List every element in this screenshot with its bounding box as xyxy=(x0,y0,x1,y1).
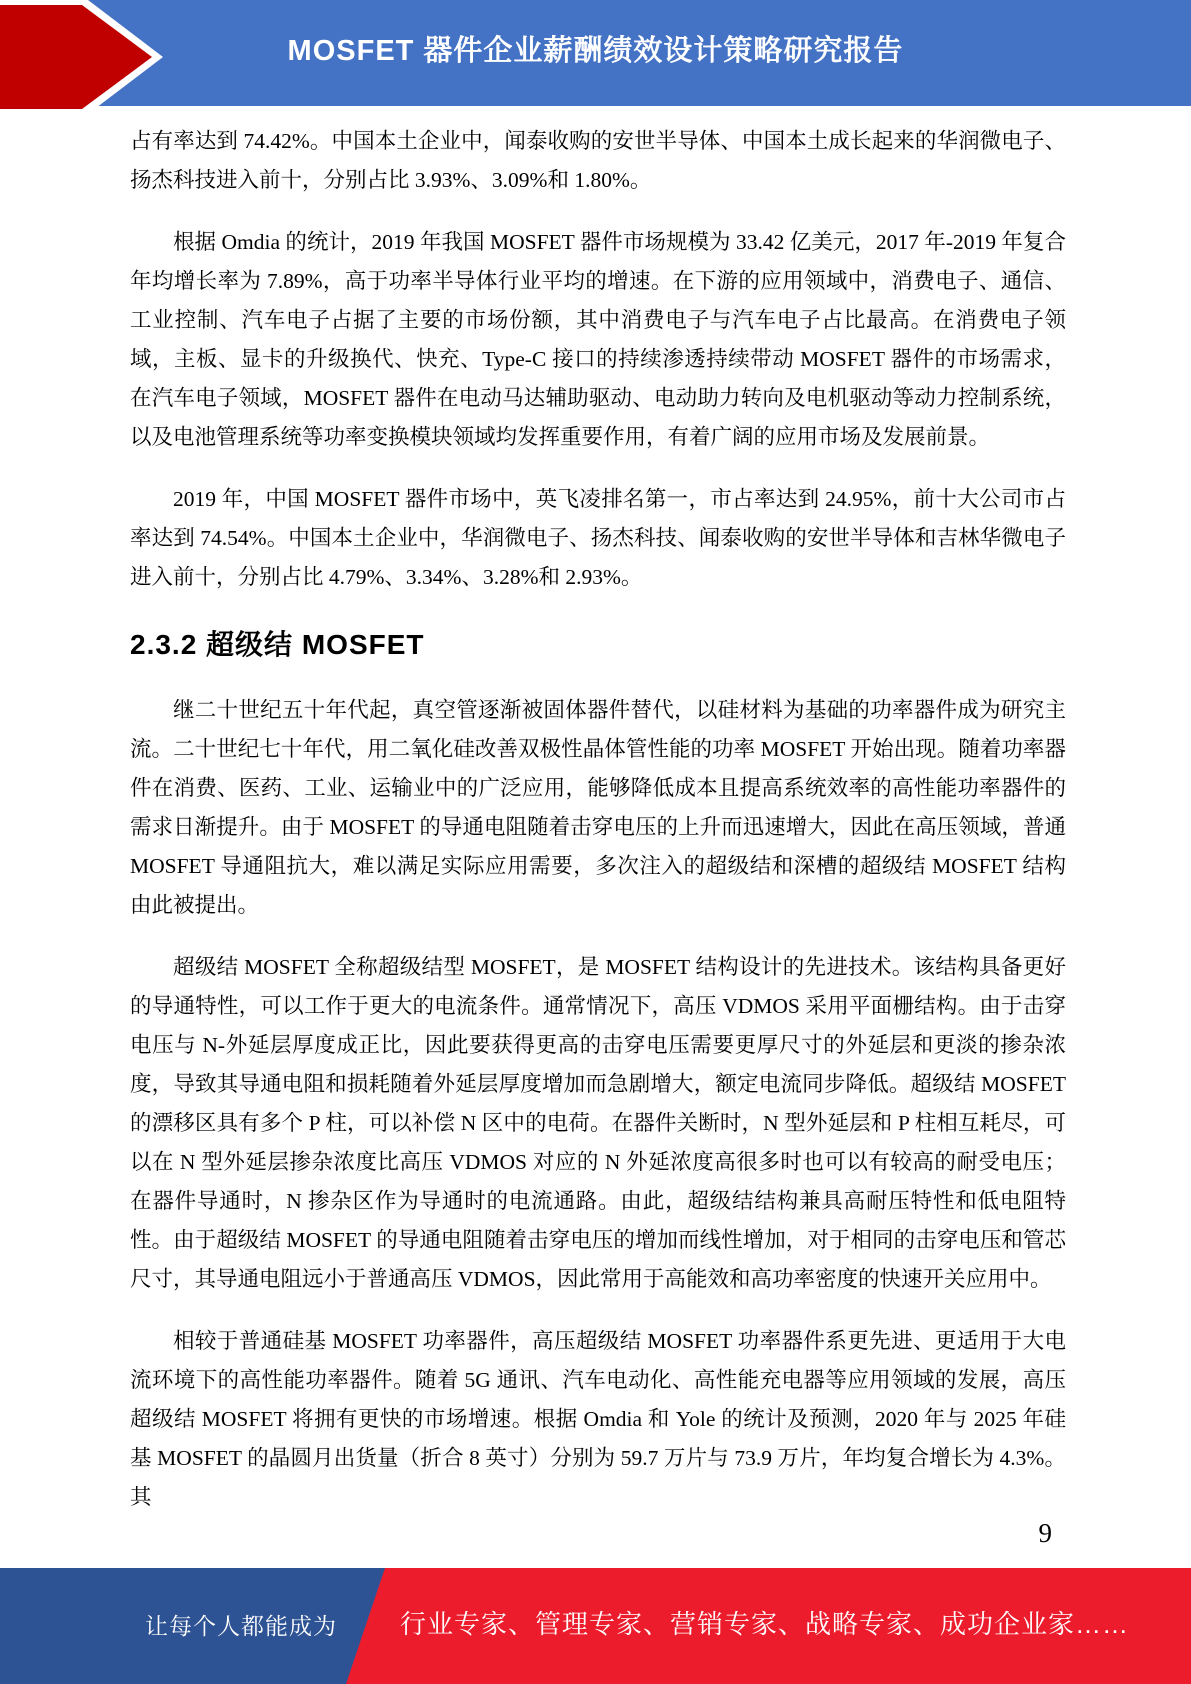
report-title: MOSFET 器件企业薪酬绩效设计策略研究报告 xyxy=(287,35,904,67)
page-number: 9 xyxy=(1038,1518,1052,1548)
footer-banner xyxy=(0,1568,1191,1684)
document-body xyxy=(130,122,1066,1540)
paragraph-superjunction-outlook: 相较于普通硅基 MOSFET 功率器件，高压超级结 MOSFET 功率器件系更先进、更适用于大电流环境下的高性能功率器件。随着 5G 通讯、汽车电动化、高性能充电器等应用领域的发展，高压超级结 MOSFET 将拥有更快的市场增速。根据 Omdia 和 Yole 的统计及预测，2020 年与 2025 年硅基 MOSFET 的晶圆月出货量（折合 8 英寸）分别为 59.7 万片与 73.9 万片，年均复合增长为 4.3%。其 xyxy=(130,1329,1066,1509)
footer-slogan-left: 让每个人都能成为 xyxy=(145,1613,337,1639)
paragraph-superjunction-structure: 超级结 MOSFET 全称超级结型 MOSFET，是 MOSFET 结构设计的先进技术。该结构具备更好的导通特性，可以工作于更大的电流条件。通常情况下，高压 VDMOS 采用平面栅结构。由于击穿电压与 N-外延层厚度成正比，因此要获得更高的击穿电压需要更厚尺寸的外延层和更淡的掺杂浓度，导致其导通电阻和损耗随着外延层厚度增加而急剧增大，额定电流同步降低。超级结 MOSFET 的漂移区具有多个 P 柱，可以补偿 N 区中的电荷。在器件关断时，N 型外延层和 P 柱相互耗尽，可以在 N 型外延层掺杂浓度比高压 VDMOS 对应的 N 外延浓度高很多时也可以有较高的耐受电压；在器件导通时，N 掺杂区作为导通时的电流通路。由此，超级结结构兼具高耐压特性和低电阻特性。由于超级结 MOSFET 的导通电阻随着击穿电压的增加而线性增加，对于相同的击穿电压和管芯尺寸，其导通电阻远小于普通高压 VDMOS，因此常用于高能效和高功率密度的快速开关应用中。 xyxy=(130,955,1066,1291)
paragraph-market-share-cont: 占有率达到 74.42%。中国本土企业中，闻泰收购的安世半导体、中国本土成长起来的华润微电子、扬杰科技进入前十，分别占比 3.93%、3.09%和 1.80%。 xyxy=(130,129,1066,192)
section-heading-2-3-2: 2.3.2 超级结 MOSFET xyxy=(130,629,425,660)
paragraph-omdia-2019-market: 根据 Omdia 的统计，2019 年我国 MOSFET 器件市场规模为 33.42 亿美元，2017 年-2019 年复合年均增长率为 7.89%，高于功率半导体行业平均的增速。在下游的应用领域中，消费电子、通信、工业控制、汽车电子占据了主要的市场份额，其中消费电子与汽车电子占比最高。在消费电子领域，主板、显卡的升级换代、快充、Type-C 接口的持续渗透持续带动 MOSFET 器件的市场需求，在汽车电子领域，MOSFET 器件在电动马达辅助驱动、电动助力转向及电机驱动等动力控制系统，以及电池管理系统等功率变换模块领域均发挥重要作用，有着广阔的应用市场及发展前景。 xyxy=(130,230,1066,449)
footer-slogan-right: 行业专家、管理专家、营销专家、战略专家、成功企业家…… xyxy=(400,1609,1130,1639)
header-banner xyxy=(0,0,1191,106)
paragraph-2019-china-ranking: 2019 年，中国 MOSFET 器件市场中，英飞凌排名第一，市占率达到 24.95%，前十大公司市占率达到 74.54%。中国本土企业中，华润微电子、扬杰科技、闻泰收购的安世半导体和吉林华微电子进入前十，分别占比 4.79%、3.34%、3.28%和 2.93%。 xyxy=(130,487,1066,589)
paragraph-history-vacuum-tube: 继二十世纪五十年代起，真空管逐渐被固体器件替代，以硅材料为基础的功率器件成为研究主流。二十世纪七十年代，用二氧化硅改善双极性晶体管性能的功率 MOSFET 开始出现。随着功率器件在消费、医药、工业、运输业中的广泛应用，能够降低成本且提高系统效率的高性能功率器件的需求日渐提升。由于 MOSFET 的导通电阻随着击穿电压的上升而迅速增大，因此在高压领域，普通 MOSFET 导通阻抗大，难以满足实际应用需要，多次注入的超级结和深槽的超级结 MOSFET 结构由此被提出。 xyxy=(130,698,1066,917)
